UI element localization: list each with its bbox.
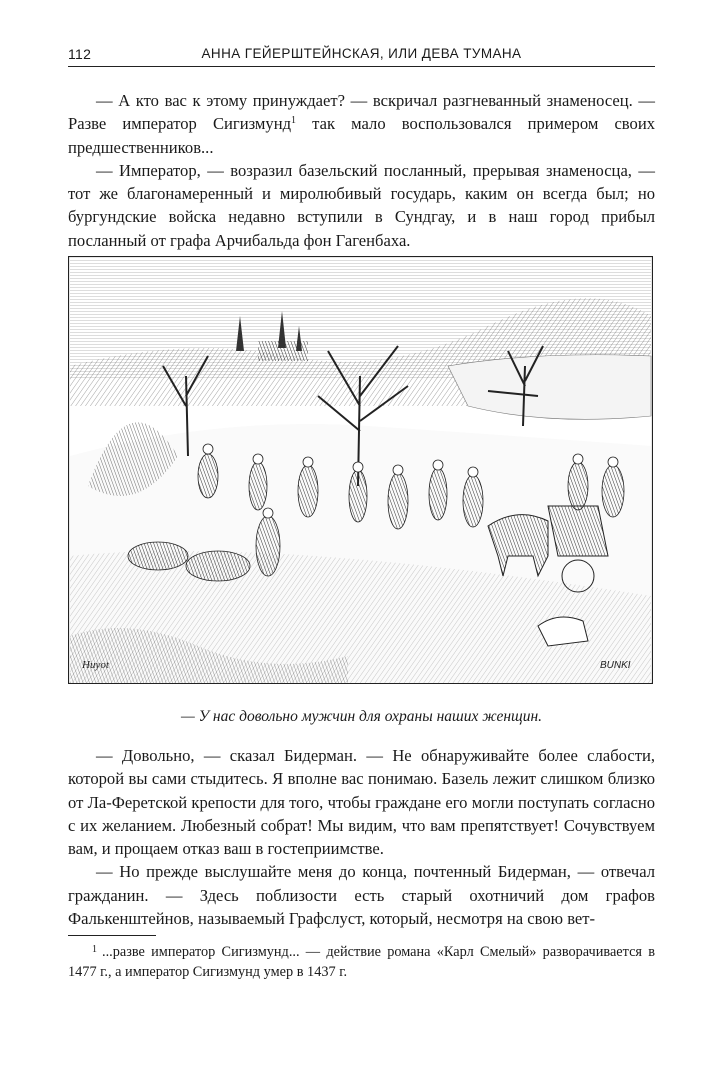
running-title: АННА ГЕЙЕРШТЕЙНСКАЯ, ИЛИ ДЕВА ТУМАНА: [201, 46, 522, 61]
artist-signature-left: Huyot: [82, 659, 109, 671]
footnote: [68, 940, 655, 982]
engraving-illustration: [68, 256, 653, 684]
footnote-text: ...разве император Сигизмунд... — действие романа «Карл Смелый» разворачивается в 1477 г., а император Сигизмунд умер в 1437 г.: [68, 944, 655, 980]
paragraph: [68, 89, 655, 159]
footnote-marker: 1: [92, 944, 97, 955]
engraver-signature-right: BUNKI: [600, 660, 631, 671]
top-text: [68, 89, 655, 252]
bottom-text: [68, 744, 655, 930]
paragraph-text: — А кто вас к этому принуждает? — вскричал разгневанный знаменосец. — Разве император Сигизмунд: [68, 91, 655, 134]
paragraph-text: так мало воспользовался примером своих предшественников...: [68, 114, 656, 157]
footnote-reference[interactable]: 1: [291, 115, 297, 127]
running-head: [68, 44, 655, 67]
paragraph: — Довольно, — сказал Бидерман. — Не обнаруживайте более слабости, которой вы сами стыдитесь. Я вполне вас понимаю. Базель лежит слишком близко от Ла-Феретской крепости для того, чтобы граждане его могли поступать согласно с их желанием. Любезный собрат! Мы видим, что вам препятствует! Сочувствуем вам, и прощаем отказ ваш в гостеприимстве.: [68, 746, 655, 859]
paragraph: — Император, — возразил базельский посланный, прерывая знаменосца, — тот же благонамеренный и миролюбивый государь, каким он всегда был; но бургундские войска недавно вступили в Сундгау, и в наш город прибыл посланный от графа Арчибальда фон Гагенбаха.: [68, 160, 655, 250]
footnote-divider: [68, 935, 156, 936]
illustration-caption: — У нас довольно мужчин для охраны наших женщин.: [180, 708, 543, 725]
paragraph: — Но прежде выслушайте меня до конца, почтенный Бидерман, — отвечал гражданин. — Здесь поблизости есть старый охотничий дом графов Фалькенштейнов, называемый Графслуст, который, несмотря на свою вет-: [68, 862, 655, 929]
page-number: 112: [68, 46, 92, 62]
